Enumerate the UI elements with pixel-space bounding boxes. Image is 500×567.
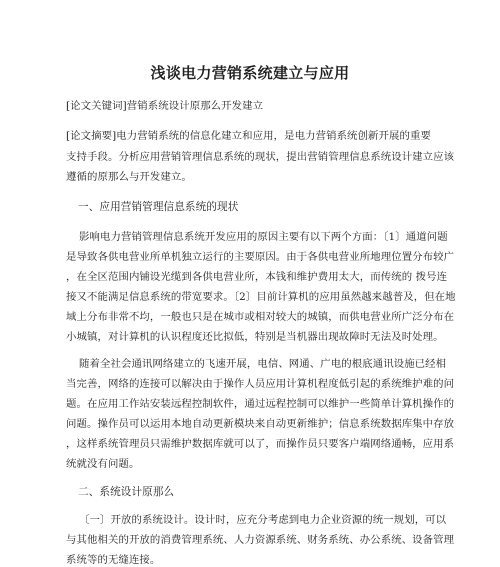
- paragraph-line: 接又不能满足信息系统的带宽要求。〔2〕目前计算机的应用虽然越来越普及，但在地: [66, 291, 456, 303]
- paragraph-line: ，在全区范围内铺设光缆到各供电营业所，本钱和维护费用太大，而传统的 拨号连: [66, 271, 448, 283]
- keywords-line: [论文关键词]营销系统设计原那么开发建立: [66, 100, 264, 112]
- paragraph-line: 题。在应用工作站安装远程控制软件，通过远程控制可以维护一些简单计算机操作的: [66, 398, 455, 410]
- paragraph-line: 〔一〕开放的系统设计。设计时，应充分考虑到电力企业资源的统一规划，可以: [79, 514, 447, 526]
- abstract-line: 支持手段。分析应用营销管理信息系统的现状，提出营销管理信息系统设计建立应该: [66, 151, 455, 163]
- document-title: 浅谈电力营销系统建立与应用: [150, 64, 350, 82]
- paragraph-line: 当完善，网络的连接可以解决由于操作人员应用计算机程度低引起的系统维护难的问: [66, 378, 455, 390]
- paragraph-line: 域上分布非常不均，一般也只是在城市或相对较大的城镇，而供电营业所广泛分布在: [66, 311, 455, 323]
- section-heading-2: 二、系统设计原那么: [78, 486, 175, 498]
- paragraph-line: 影响电力营销管理信息系统开发应用的原因主要有以下两个方面：〔1〕通道问题: [79, 231, 448, 243]
- paragraph-line: 随着全社会通讯网络建立的飞速开展，电信、网通、广电的根底通讯设施已经相: [79, 358, 447, 370]
- abstract-line: 遵循的原那么与开发建立。: [66, 171, 192, 183]
- paragraph-line: 系统等的无缝连接。: [66, 554, 161, 566]
- paragraph-line: 与其他相关的开放的消费管理系统、人力资源系统、财务系统、办公系统、设备管理: [66, 534, 455, 546]
- abstract-line: [论文摘要]电力营销系统的信息化建立和应用，是电力营销系统创新开展的重要: [66, 130, 431, 142]
- paragraph-line: 问题。操作员可以运用本地自动更新模块来自动更新维护；信息系统数据库集中存放: [66, 418, 455, 430]
- paragraph-line: 是导致各供电营业所单机独立运行的主要原因。由于各供电营业所地理位置分布较广: [66, 251, 455, 263]
- paragraph-line: 小城镇，对计算机的认识程度还比拟低，特别是当机器出现故障时无法及时处理。: [66, 331, 444, 343]
- paragraph-line: ，这样系统管理员只需维护数据库就可以了，而操作员只要客户端网络通畅，应用系: [66, 438, 455, 450]
- paragraph-line: 统就没有问题。: [66, 458, 140, 470]
- section-heading-1: 一、应用营销管理信息系统的现状: [78, 201, 239, 213]
